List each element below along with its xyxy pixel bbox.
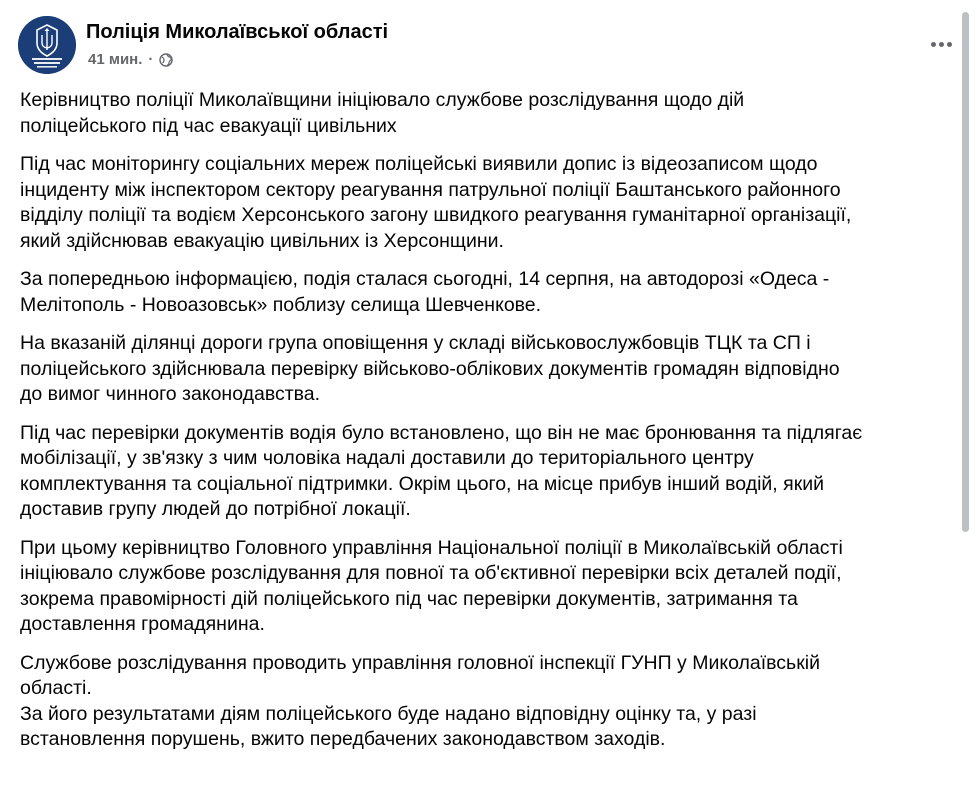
meta-separator: · (148, 51, 154, 68)
post-paragraph: Керівництво поліції Миколаївщини ініціювало службове розслідування щодо дій поліцейського під час евакуації цивільних (20, 89, 745, 137)
post-body (20, 88, 955, 766)
police-emblem-icon (18, 16, 76, 74)
post-paragraph: Під час моніторингу соціальних мереж поліцейські виявили допис із відеозаписом щодо інциденту між інспектором сектору реагування патрульної поліції Баштанського районного відділу поліції та водієм Херсонського загону швидкого реагування гуманітарної організації, який здійснював евакуацію цивільних із Херсонщини. (20, 153, 852, 252)
post-paragraph: На вказаній ділянці дороги група оповіщення у складі військовослужбовців ТЦК та СП і поліцейського здійснювала перевірку військово-облікових документів громадян відповідно до вимог чинного законодавства. (20, 332, 840, 405)
post-header (18, 16, 918, 76)
post-meta (88, 51, 173, 68)
post-paragraph: Службове розслідування проводить управління головної інспекції ГУНП у Миколаївській області. За його результатами діям поліцейського буде надано відповідну оцінку та, у разі встановлення порушень, вжито передбачених законодавством заходів. (20, 651, 820, 750)
post-paragraph: За попередньою інформацією, подія сталася сьогодні, 14 серпня, на автодорозі «Одеса - Мелітополь - Новоазовськ» поблизу селища Шевченкове. (20, 268, 830, 316)
page-name[interactable]: Поліція Миколаївської області (86, 21, 389, 43)
post-paragraph: Під час перевірки документів водія було встановлено, що він не має бронювання та підлягає мобілізації, у зв'язку з чим чоловіка надалі доставили до територіального центру комплектування та соціальної підтримки. Окрім цього, на місце прибув інший водій, який доставив групу людей до потрібної локації. (20, 421, 863, 520)
scrollbar-thumb[interactable] (962, 12, 969, 532)
post-timestamp[interactable]: 41 мин. (88, 51, 143, 68)
globe-icon[interactable] (159, 53, 173, 67)
avatar[interactable] (18, 16, 76, 74)
more-options-icon[interactable] (923, 26, 959, 62)
post-paragraph: При цьому керівництво Головного управління Національної поліції в Миколаївській області ініціювало службове розслідування для повної та об'єктивної перевірки всіх деталей події, зокрема правомірності дій поліцейського під час перевірки документів, затримання та доставлення громадянина. (20, 536, 843, 635)
